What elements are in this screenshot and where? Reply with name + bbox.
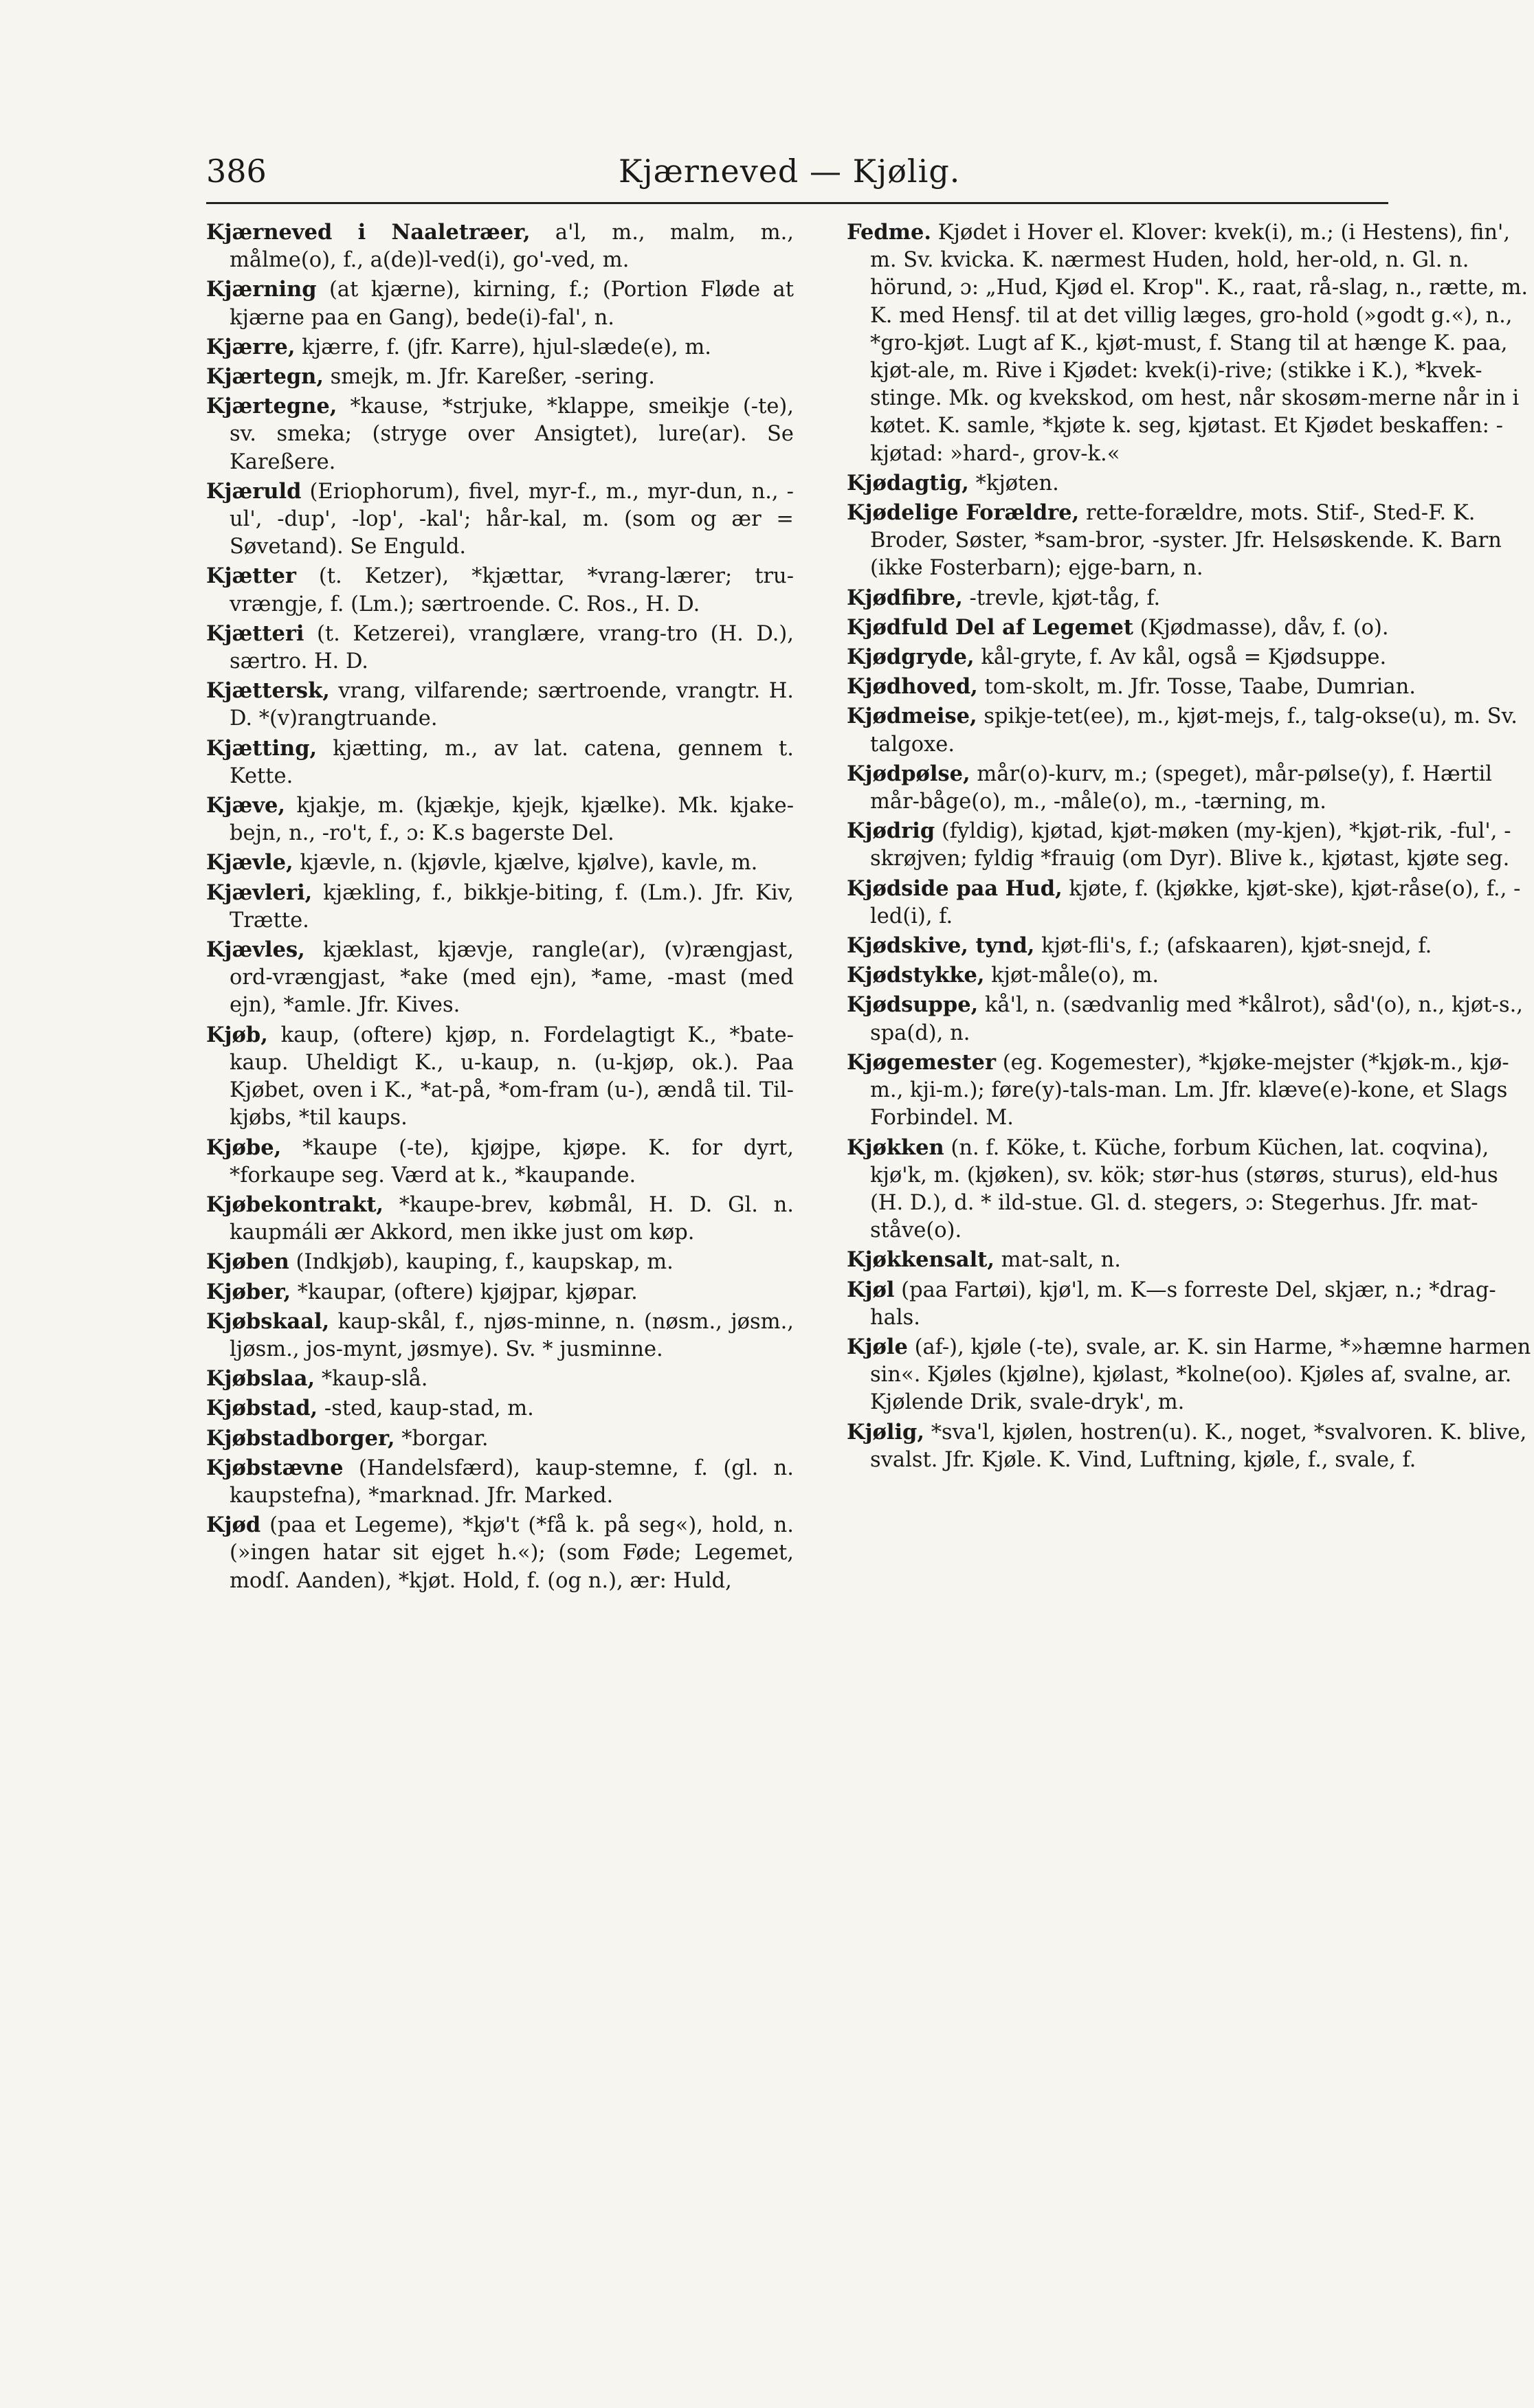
page-number: 386 [206,153,267,190]
dictionary-entry [847,643,1534,671]
entry-headword: Kjøben [206,1249,289,1275]
entry-definition: (fyldig), kjøtad, kjøt-møken (my-kjen), *kjøt-rik, -ful', -skrøjven; fyldig *frauig (om Dyr). Blive k., kjøtast, kjøte seg. [870,819,1511,871]
entry-headword: Kjødelige Forældre, [847,500,1080,526]
entry-headword: Kjævles, [206,937,305,963]
dictionary-entry [206,1308,794,1363]
entry-headword: Kjøl [847,1277,895,1302]
dictionary-entry [206,792,794,847]
entry-definition: a'l, m., malm, m., målme(o), f., a(de)l-ved(i), go'-ved, m. [230,221,794,273]
entry-definition: spikje-tet(ee), m., kjøt-mejs, f., talg-okse(u), m. Sv. talgoxe. [870,704,1518,757]
dictionary-entry [847,1276,1534,1332]
entry-definition: (af-), kjøle (-te), svale, ar. K. sin Harme, *»hæmne harmen sin«. Kjøles (kjølne), kjølast, *kolne(oo). Kjøles af, svalne, ar. Kjølende Drik, svale-dryk', m. [870,1335,1531,1415]
dictionary-entry [206,620,794,676]
dictionary-entry [206,1278,794,1306]
entry-headword: Kjærre, [206,334,296,359]
dictionary-entry [206,1511,794,1595]
entry-headword: Kjærtegn, [206,364,324,390]
entry-headword: Kjærtegne, [206,394,337,419]
entry-definition: (Kjødmasse), dåv, f. (o). [1133,615,1389,640]
dictionary-entry [847,1134,1534,1245]
entry-definition: rette-forældre, mots. Stif-, Sted-F. K. Broder, Søster, *sam-bror, -syster. Jfr. Helsøskende. K. Barn (ikke Fosterbarn); ejge-barn, n. [870,501,1502,581]
dictionary-entry [206,879,794,935]
dictionary-entry [847,817,1534,873]
dictionary-entry [206,219,794,274]
entry-definition: (t. Ketzer), *kjættar, *vrang-lærer; tru-vrængje, f. (Lm.); særtroende. C. Ros., H. D. [230,564,794,616]
dictionary-entry [206,735,794,790]
dictionary-entry [206,849,794,877]
entry-headword: Kjødmeise, [847,704,977,729]
entry-headword: Kjætting, [206,735,318,761]
dictionary-entry [847,1333,1534,1417]
dictionary-entry [206,562,794,618]
entry-definition: tom-skolt, m. Jfr. Tosse, Taabe, Dumrian. [977,675,1416,700]
dictionary-entry [847,1246,1534,1274]
entry-definition: kjakje, m. (kjækje, kjejk, kjælke). Mk. kjake-bejn, n., -ro't, f., ɔ: K.s bagerste Del. [230,794,794,846]
dictionary-entry [206,276,794,331]
entry-definition: *kaup-slå. [315,1367,428,1392]
entry-definition: (eg. Kogemester), *kjøke-mejster (*kjøk-m., kjø-m., kji-m.); føre(y)-tals-man. Lm. Jfr. klæve(e)-kone, et Slags Forbindel. M. [870,1050,1509,1130]
entry-headword: Kjøbslaa, [206,1366,315,1392]
entry-definition: mat-salt, n. [994,1248,1121,1273]
entry-headword: Kjætteri [206,621,304,646]
entry-headword: Kjøbstævne [206,1455,344,1480]
entry-definition: (n. f. Köke, t. Küche, forbum Küchen, lat. coqvina), kjø'k, m. (kjøken), sv. kök; stør-hus (størøs, sturus), eld-hus (H. D.), d. * ild-stue. Gl. d. stegers, ɔ: Stegerhus. Jfr. mat-ståve(o). [870,1135,1498,1243]
running-head: Kjærneved — Kjølig. [619,153,961,190]
entry-headword: Kjætter [206,564,296,589]
entry-definition: *kaupe-brev, købmål, H. D. Gl. n. kaupmáli ær Akkord, men ikke just om køp. [230,1192,794,1245]
entry-definition: *kause, *strjuke, *klappe, smeikje (-te), sv. smeka; (stryge over Ansigtet), lure(ar). Se Kareßere. [230,394,794,474]
entry-definition: (paa et Legeme), *kjø't (*få k. på seg«), hold, n. (»ingen hatar sit ejget h.«); (som Føde; Legemet, modſ. Aanden), *kjøt. Hold, f. (og n.), ær: Huld, [230,1513,794,1593]
dictionary-entry [847,1049,1534,1133]
entry-headword: Kjødagtig, [847,470,969,495]
entry-headword: Kjøbe, [206,1135,282,1160]
entry-definition: kaup, (oftere) kjøp, n. Fordelagtigt K., *bate-kaup. Uheldigt K., u-kaup, n. (u-kjøp, ok.). Paa Kjøbet, oven i K., *at-på, *om-fram (u-), ændå til. Til-kjøbs, *til kaups. [230,1023,794,1130]
entry-definition: kjætting, m., av lat. catena, gennem t. Kette. [230,736,794,788]
entry-headword: Kjødsuppe, [847,992,979,1018]
entry-headword: Kjødgryde, [847,645,975,670]
entry-definition: (t. Ketzerei), vranglære, vrang-tro (H. D.), særtro. H. D. [230,621,794,674]
entry-headword: Kjøkkensalt, [847,1247,994,1273]
entry-definition: kjøt-måle(o), m. [984,963,1159,988]
entry-headword: Kjødstykke, [847,963,985,988]
entry-definition: mår(o)-kurv, m.; (speget), mår-pølse(y), f. Hærtil mår-båge(o), m., -måle(o), m., -tærning, m. [870,761,1493,814]
dictionary-entry [847,932,1534,960]
entry-definition: (Eriophorum), fivel, myr-f., m., myr-dun, n., -ul', -dup', -lop', -kal'; hår-kal, m. (som og ær = Søvetand). Se Enguld. [230,479,794,559]
entry-headword: Kjæve, [206,793,286,818]
entry-definition: kaup-skål, f., njøs-minne, n. (nøsm., jøsm., ljøsm., jos-mynt, jøsmye). Sv. * jusminne. [230,1309,794,1361]
dictionary-entry [206,1021,794,1133]
right-column-content [847,219,1534,1474]
entry-definition: vrang, vilfarende; særtroende, vrangtr. H. D. *(v)rangtruande. [230,679,794,731]
entry-headword: Kjødside paa Hud, [847,876,1063,901]
entry-definition: -sted, kaup-stad, m. [318,1396,534,1421]
entry-headword: Kjævle, [206,850,293,876]
dictionary-entry [847,961,1534,990]
entry-headword: Kjødrig [847,818,935,844]
entry-definition: kjævle, n. (kjøvle, kjælve, kjølve), kavle, m. [293,851,758,876]
entry-definition: *sva'l, kjølen, hostren(u). K., noget, *svalvoren. K. blive, svalst. Jfr. Kjøle. K. Vind, Luftning, kjøle, f., svale, f. [870,1420,1527,1472]
dictionary-entry [206,1454,794,1510]
entry-headword: Kjøbekontrakt, [206,1192,384,1217]
dictionary-entry [206,1394,794,1423]
entry-definition: (paa Fartøi), kjø'l, m. K—s forreste Del, skjær, n.; *drag-hals. [870,1278,1496,1330]
entry-headword: Kjættersk, [206,678,330,704]
dictionary-entry [206,677,794,733]
dictionary-entry [847,673,1534,701]
entry-definition: smejk, m. Jfr. Kareßer, -sering. [323,365,655,390]
page-header [206,153,1388,194]
dictionary-entry [206,333,794,361]
dictionary-entry [206,1365,794,1393]
entry-headword: Kjødskive, tynd, [847,933,1035,959]
entry-definition: *kaupar, (oftere) kjøjpar, kjøpar. [291,1280,638,1304]
dictionary-entry [847,991,1534,1047]
entry-definition: *borgar. [394,1426,489,1451]
entry-definition: *kaupe (-te), kjøjpe, kjøpe. K. for dyrt, *forkaupe seg. Værd at k., *kaupande. [230,1135,794,1188]
dictionary-entry [206,363,794,391]
entry-headword: Kjøgemester [847,1049,997,1075]
dictionary-entry [206,392,794,476]
entry-headword: Kjøbstad, [206,1396,318,1421]
entry-headword: Kjærning [206,277,317,302]
entry-headword: Kjødfuld Del af Legemet [847,614,1133,640]
entry-headword: Kjødfibre, [847,585,963,610]
dictionary-entry [206,1425,794,1453]
entry-headword: Kjød [206,1513,261,1538]
entry-headword: Kjærneved i Naaletræer, [206,220,531,245]
dictionary-entry [847,614,1534,642]
entry-headword: Kjæruld [206,478,302,504]
entry-headword: Kjødpølse, [847,761,970,786]
dictionary-entry [847,499,1534,583]
entry-headword: Kjævleri, [206,880,313,905]
entry-headword: Fedme. [847,220,932,245]
header-rule [206,202,1388,204]
entry-headword: Kjøkken [847,1135,944,1160]
entry-definition: kjæklast, kjævje, rangle(ar), (v)rængjast, ord-vrængjast, *ake (med ejn), *ame, -mast (med ejn), *amle. Jfr. Kives. [230,938,794,1018]
entry-headword: Kjøber, [206,1279,291,1304]
dictionary-entry [206,1191,794,1247]
left-column [206,219,794,2370]
dictionary-entry [847,760,1534,816]
entry-headword: Kjøbstadborger, [206,1425,395,1451]
entry-definition: -trevle, kjøt-tåg, f. [962,586,1161,610]
entry-definition: kå'l, n. (sædvanlig med *kålrot), såd'(o), n., kjøt-s., spa(d), n. [870,993,1523,1045]
entry-definition: (at kjærne), kirning, f.; (Portion Fløde at kjærne paa en Gang), bede(i)-fal', n. [230,278,794,330]
dictionary-entry [206,1248,794,1276]
entry-headword: Kjødhoved, [847,674,978,700]
entry-definition: kjærre, f. (jfr. Karre), hjul-slæde(e), m. [295,335,711,359]
dictionary-entry [206,1134,794,1190]
dictionary-entry [206,936,794,1020]
entry-headword: Kjøbskaal, [206,1308,330,1334]
entry-definition: Kjødet i Hover el. Klover: kvek(i), m.; (i Hestens), fin', m. Sv. kvicka. K. nærmest Huden, hold, her-old, n. Gl. n. hörund, ɔ: „Hud, Kjød el. Krop". K., raat, rå-slag, n., rætte, m. K. med Hensƒ. til at det villig læges, gro-hold (»godt g.«), n., *gro-kjøt. Lugt af K., kjøt-must, f. Stang til at hænge K. paa, kjøt-ale, m. Rive i Kjødet: kvek(i)-rive; (stikke i K.), *kvek-stinge. Mk. og kvekskod, om hest, når skosøm-merne når in i køtet. K. samle, *kjøte k. seg, kjøtast. Et Kjødet beskaffen: -kjøtad: »hard-, grov-k.« [870,221,1529,466]
entry-headword: Kjøb, [206,1022,268,1047]
dictionary-entry [847,219,1534,468]
entry-headword: Kjølig, [847,1419,925,1445]
entry-definition: kjøt-fli's, f.; (afskaaren), kjøt-snejd, f. [1034,934,1432,959]
dictionary-entry [206,478,794,561]
dictionary-entry [847,702,1534,758]
entry-definition: (Handelsfærd), kaup-stemne, f. (gl. n. kaupstefna), *marknad. Jfr. Marked. [230,1456,794,1508]
dictionary-entry [847,875,1534,930]
entry-definition: *kjøten. [968,471,1059,495]
entry-definition: kjøte, f. (kjøkke, kjøt-ske), kjøt-råse(o), f., -led(i), f. [870,876,1521,928]
entry-definition: kjækling, f., bikkje-biting, f. (Lm.). Jfr. Kiv, Trætte. [230,880,794,933]
entry-definition: (Indkjøb), kauping, f., kaupskap, m. [289,1250,674,1275]
dictionary-entry [847,1418,1534,1474]
entry-definition: kål-gryte, f. Av kål, også = Kjødsuppe. [974,645,1387,670]
dictionary-entry [847,584,1534,612]
right-column [847,219,1531,2370]
dictionary-entry [847,469,1534,498]
entry-headword: Kjøle [847,1334,908,1359]
